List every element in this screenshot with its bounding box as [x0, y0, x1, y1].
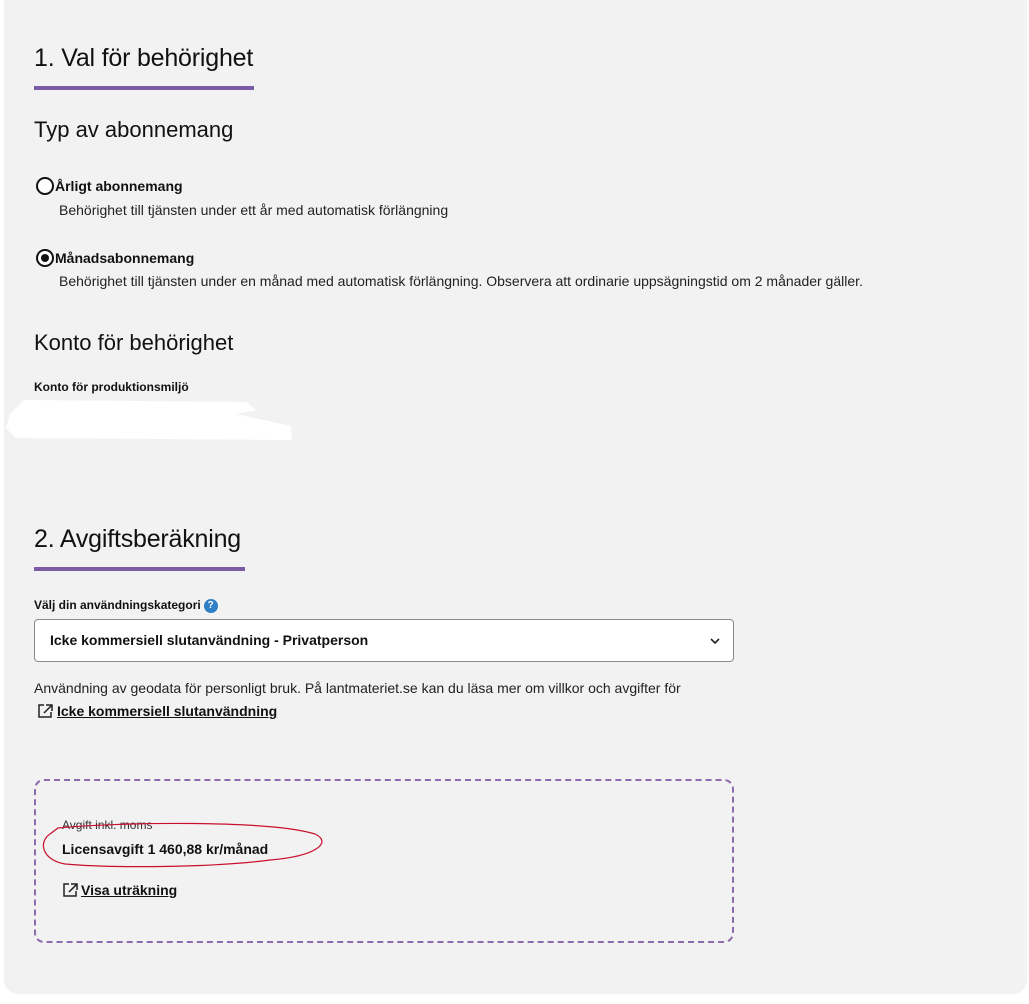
external-link-icon — [62, 882, 79, 898]
terms-link[interactable] — [37, 703, 277, 719]
radio-yearly[interactable] — [36, 177, 183, 195]
subscription-heading: Typ av abonnemang — [34, 117, 234, 142]
usage-category-value: Icke kommersiell slutanvändning - Privatperson — [50, 632, 369, 648]
category-label-text: Välj din användningskategori — [34, 598, 201, 612]
fee-value: Licensavgift 1 460,88 kr/månad — [62, 841, 269, 857]
radio-yearly-input[interactable] — [36, 177, 54, 195]
section-underline — [34, 567, 245, 571]
section-title-permission: 1. Val för behörighet — [34, 44, 254, 72]
show-calculation-text[interactable]: Visa uträkning — [81, 882, 178, 898]
usage-description: Användning av geodata för personligt bruk. På lantmateriet.se kan du läsa mer om villkor och avgifter för — [34, 680, 681, 696]
terms-link-text[interactable]: Icke kommersiell slutanvändning — [57, 703, 278, 719]
section-underline — [34, 86, 254, 90]
radio-monthly-description: Behörighet till tjänsten under en månad med automatisk förlängning. Observera att ordinarie uppsägningstid om 2 månader gäller. — [59, 273, 863, 289]
red-ellipse-annotation — [40, 820, 330, 872]
radio-yearly-label[interactable]: Årligt abonnemang — [55, 178, 183, 194]
usage-category-select[interactable] — [34, 619, 734, 662]
account-heading: Konto för behörighet — [34, 330, 234, 355]
show-calculation-link[interactable] — [62, 882, 177, 898]
help-circle-icon[interactable]: ? — [204, 599, 218, 613]
radio-monthly-input[interactable] — [36, 249, 54, 267]
redacted-account-field — [6, 396, 296, 442]
radio-monthly-label[interactable]: Månadsabonnemang — [55, 250, 195, 266]
chevron-down-icon — [709, 635, 721, 647]
account-field-label: Konto för produktionsmiljö — [34, 380, 189, 394]
fee-label: Avgift inkl. moms — [62, 818, 153, 832]
section-title-fee-calculation: 2. Avgiftsberäkning — [34, 525, 241, 553]
external-link-icon — [37, 703, 54, 719]
radio-yearly-description: Behörighet till tjänsten under ett år med automatisk förlängning — [59, 202, 449, 218]
category-label — [34, 598, 218, 613]
radio-monthly[interactable] — [36, 249, 194, 267]
